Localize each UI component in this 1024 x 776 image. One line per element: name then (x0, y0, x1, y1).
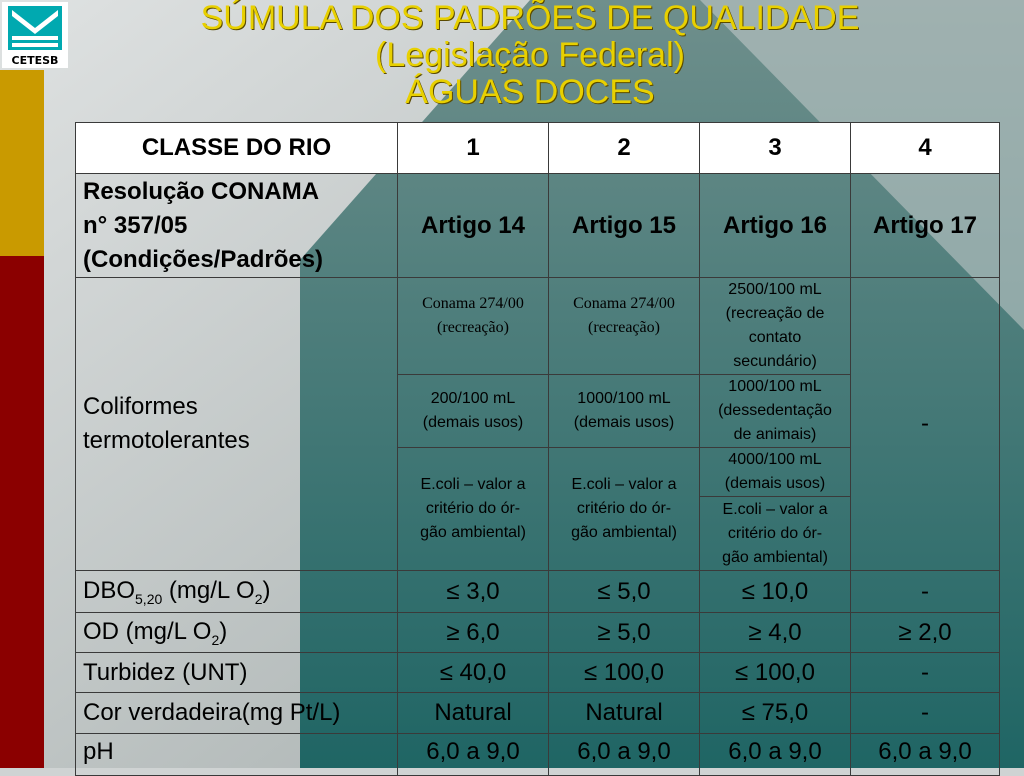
row-label-resolucao (76, 174, 398, 278)
dbo-close: ) (262, 576, 271, 604)
od-c1: ≥ 6,0 (398, 613, 549, 653)
cor-c1: Natural (398, 693, 549, 734)
cell-text: (demais usos) (724, 475, 826, 492)
cell-text: Conama 274/00 (573, 295, 675, 312)
coliformes-c1-demais (398, 375, 549, 448)
dbo-c1: ≤ 3,0 (398, 571, 549, 613)
cell-text: Conama 274/00 (422, 295, 524, 312)
table-row (76, 653, 1000, 693)
cell-artigo-15: Artigo 15 (549, 174, 700, 278)
cell-artigo-14: Artigo 14 (398, 174, 549, 278)
cell-text: (recreação) (437, 319, 509, 336)
ph-c4: 6,0 a 9,0 (851, 734, 1000, 776)
standards-table (75, 122, 1000, 776)
dbo-unit: (mg/L O (162, 576, 255, 604)
coliformes-c4: - (851, 278, 1000, 571)
cell-text: gão ambiental) (571, 524, 677, 541)
coliformes-c2-ecoli (549, 448, 700, 571)
turbidez-c2: ≤ 100,0 (549, 653, 700, 693)
cell-text: critério do ór- (425, 500, 521, 517)
cell-text: E.coli – valor a (420, 476, 526, 493)
table-header-row (76, 123, 1000, 174)
row-label-dbo (76, 571, 398, 613)
table-row (76, 613, 1000, 653)
cell-text: (demais usos) (422, 414, 524, 431)
dbo-c3: ≤ 10,0 (700, 571, 851, 613)
cell-text: 1000/100 mL (577, 390, 671, 407)
row-label-coliformes (76, 278, 398, 571)
cell-text: E.coli – valor a (722, 500, 828, 518)
cell-text: critério do ór- (576, 500, 672, 517)
ph-c3: 6,0 a 9,0 (700, 734, 851, 776)
left-bar-gold (0, 70, 44, 256)
cor-c2: Natural (549, 693, 700, 734)
coliformes-c1-ecoli (398, 448, 549, 571)
cell-text: (demais usos) (573, 414, 675, 431)
header-class-2: 2 (549, 123, 700, 174)
cell-text: 200/100 mL (430, 390, 516, 407)
coliformes-c1-recreacao (398, 278, 549, 375)
ph-c1: 6,0 a 9,0 (398, 734, 549, 776)
resolucao-line-3: (Condições/Padrões) (83, 245, 324, 273)
turbidez-c3: ≤ 100,0 (700, 653, 851, 693)
cell-text: (recreação de (725, 305, 825, 322)
cell-artigo-17: Artigo 17 (851, 174, 1000, 278)
cor-c3: ≤ 75,0 (700, 693, 851, 734)
left-bar-red (0, 256, 44, 768)
dbo-unit-subscript: 2 (254, 590, 263, 607)
od-close: ) (219, 617, 228, 645)
header-class-4: 4 (851, 123, 1000, 174)
cell-text: secundário) (733, 353, 817, 370)
turbidez-c1: ≤ 40,0 (398, 653, 549, 693)
cetesb-emblem-icon (2, 2, 68, 54)
logo-label: CETESB (11, 54, 59, 67)
coliformes-line-1: Coliformes (83, 393, 198, 420)
table-row (76, 174, 1000, 278)
title-line-1: SÚMULA DOS PADRÕES DE QUALIDADE (200, 0, 860, 37)
page-title (140, 0, 920, 111)
coliformes-line-2: termotolerantes (83, 427, 250, 454)
row-label-turbidez: Turbidez (UNT) (76, 653, 398, 693)
cell-text: gão ambiental) (722, 548, 828, 566)
cell-text: (recreação) (588, 319, 660, 336)
cell-text: 2500/100 mL (728, 281, 822, 298)
header-class-3: 3 (700, 123, 851, 174)
cell-text: de animais) (733, 426, 817, 443)
coliformes-c2-recreacao (549, 278, 700, 375)
coliformes-c2-demais (549, 375, 700, 448)
cell-text: 1000/100 mL (728, 378, 822, 395)
table-row (76, 278, 1000, 375)
cell-text: critério do ór- (727, 524, 823, 542)
turbidez-c4: - (851, 653, 1000, 693)
coliformes-c3-demais (700, 448, 851, 497)
table-row (76, 734, 1000, 776)
dbo-label: DBO (83, 576, 136, 604)
od-c3: ≥ 4,0 (700, 613, 851, 653)
cetesb-logo (2, 2, 68, 68)
header-class-label: CLASSE DO RIO (76, 123, 398, 174)
dbo-c4: - (851, 571, 1000, 613)
cell-text: contato (748, 329, 802, 346)
resolucao-line-2: n° 357/05 (83, 211, 188, 239)
table-row (76, 571, 1000, 613)
title-line-3: ÁGUAS DOCES (405, 73, 655, 111)
resolucao-line-1: Resolução CONAMA (83, 177, 320, 205)
row-label-ph: pH (76, 734, 398, 776)
title-line-2: (Legislação Federal) (375, 36, 685, 74)
cell-text: 4000/100 mL (728, 451, 822, 468)
cor-c4: - (851, 693, 1000, 734)
od-c4: ≥ 2,0 (851, 613, 1000, 653)
row-label-cor: Cor verdadeira(mg Pt/L) (76, 693, 398, 734)
od-c2: ≥ 5,0 (549, 613, 700, 653)
dbo-c2: ≤ 5,0 (549, 571, 700, 613)
cell-text: gão ambiental) (420, 524, 526, 541)
od-subscript: 2 (211, 631, 220, 648)
coliformes-c3-dessedentacao (700, 375, 851, 448)
cell-text: E.coli – valor a (571, 476, 677, 493)
cell-text: (dessedentação (718, 402, 832, 419)
coliformes-c3-recreacao (700, 278, 851, 375)
ph-c2: 6,0 a 9,0 (549, 734, 700, 776)
row-label-od (76, 613, 398, 653)
dbo-subscript: 5,20 (135, 590, 163, 607)
header-class-1: 1 (398, 123, 549, 174)
od-label: OD (mg/L O (83, 617, 212, 645)
table-row (76, 693, 1000, 734)
cell-artigo-16: Artigo 16 (700, 174, 851, 278)
coliformes-c3-ecoli (700, 497, 851, 571)
